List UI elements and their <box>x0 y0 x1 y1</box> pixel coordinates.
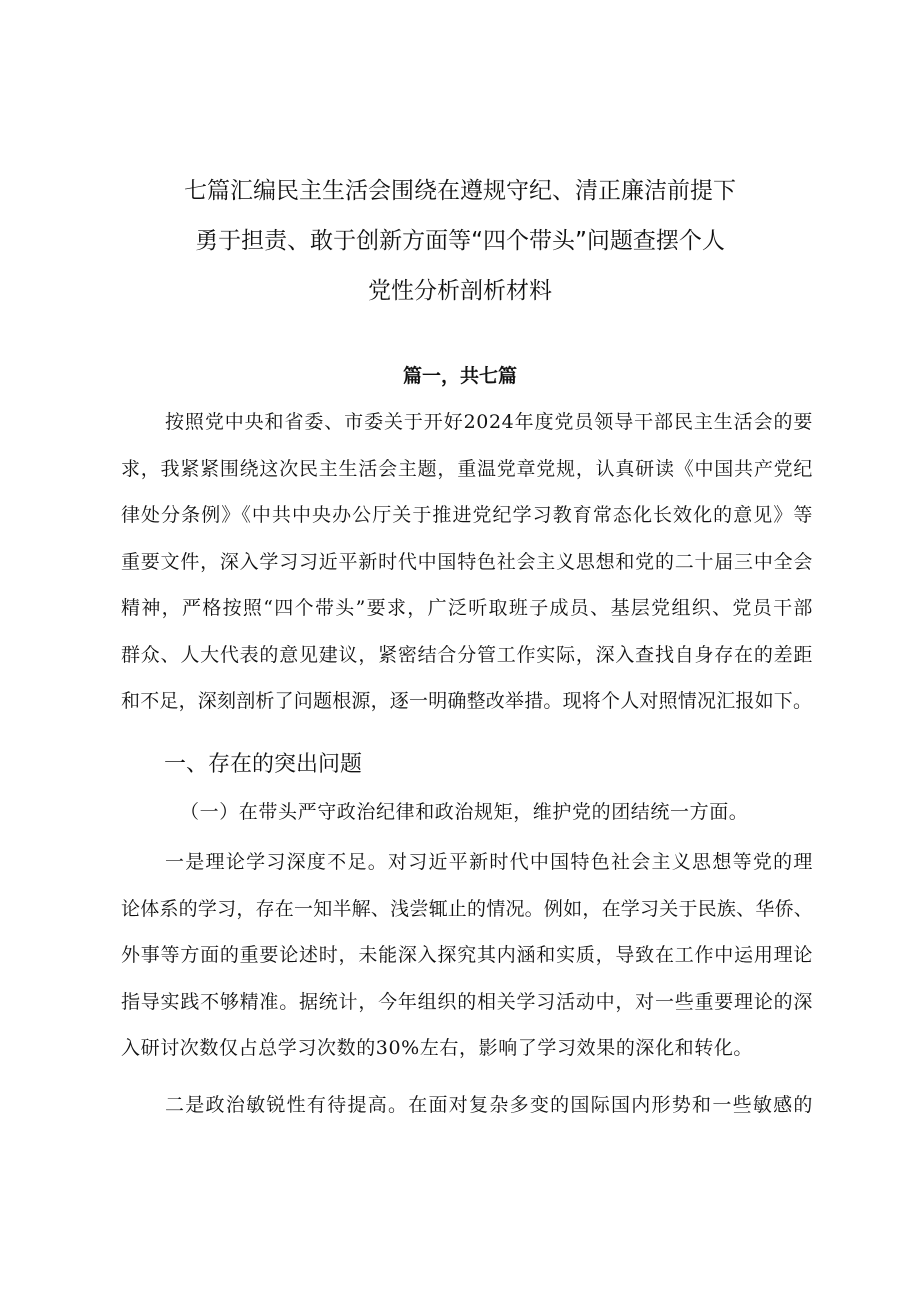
intro-line-4: 重要文件，深入学习习近平新时代中国特色社会主义思想和党的二十届三中全会 <box>121 550 813 573</box>
intro-line-7: 和不足，深刻剖析了问题根源，逐一明确整改举措。现将个人对照情况汇报如下。 <box>121 690 813 712</box>
point-one-paragraph <box>121 839 813 1072</box>
point-one-line-2: 论体系的学习，存在一知半解、浅尝辄止的情况。例如，在学习关于民族、华侨、 <box>121 897 813 920</box>
title-line-1: 七篇汇编民主生活会围绕在遵规守纪、清正廉洁前提下 <box>184 178 736 204</box>
document-subtitle: 篇一，共七篇 <box>402 365 517 387</box>
title-line-2: 勇于担责、敢于创新方面等“四个带头”问题查摆个人 <box>195 228 725 254</box>
intro-line-5: 精神，严格按照“四个带头”要求，广泛听取班子成员、基层党组织、党员干部 <box>121 597 813 619</box>
intro-line-3: 律处分条例》《中共中央办公厅关于推进党纪学习教育常态化长效化的意见》等 <box>121 504 813 526</box>
point-one-line-3: 外事等方面的重要论述时，未能深入探究其内涵和实质，导致在工作中运用理论 <box>121 944 813 966</box>
point-two-line-1: 二是政治敏锐性有待提高。在面对复杂多变的国际国内形势和一些敏感的 <box>165 1094 813 1116</box>
section-heading: 一、存在的突出问题 <box>164 752 363 777</box>
point-one-line-4: 指导实践不够精准。据统计，今年组织的相关学习活动中，对一些重要理论的深 <box>121 990 813 1013</box>
intro-line-1: 按照党中央和省委、市委关于开好2024年度党员领导干部民主生活会的要 <box>165 411 813 433</box>
subsection-heading: （一）在带头严守政治纪律和政治规矩，维护党的团结统一方面。 <box>180 801 749 823</box>
title-line-3: 党性分析剖析材料 <box>368 278 552 304</box>
intro-line-6: 群众、人大代表的意见建议，紧密结合分管工作实际，深入查找自身存在的差距 <box>121 643 813 666</box>
point-one-line-5: 入研讨次数仅占总学习次数的30%左右，影响了学习效果的深化和转化。 <box>121 1037 754 1059</box>
point-one-line-1: 一是理论学习深度不足。对习近平新时代中国特色社会主义思想等党的理 <box>165 851 813 873</box>
point-two-paragraph <box>121 1082 813 1129</box>
intro-line-2: 求，我紧紧围绕这次民主生活会主题，重温党章党规，认真研读《中国共产党纪 <box>121 457 813 480</box>
intro-paragraph <box>121 399 813 725</box>
document-title <box>110 166 810 316</box>
